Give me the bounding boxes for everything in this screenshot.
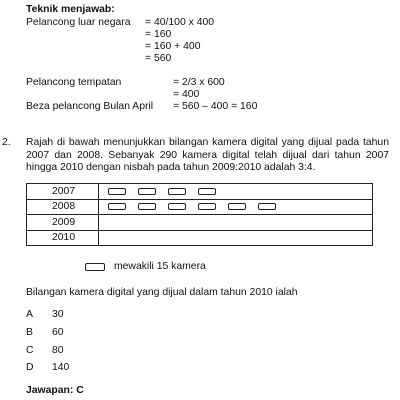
option-value: 60 bbox=[52, 327, 64, 338]
foreign-line-3: = 160 + 400 bbox=[145, 41, 201, 52]
foreign-line-2: = 160 bbox=[145, 29, 172, 40]
icons-cell bbox=[99, 199, 373, 215]
answer-text: Jawapan: C bbox=[26, 385, 84, 396]
camera-icon bbox=[228, 203, 246, 210]
year-cell: 2010 bbox=[27, 230, 99, 246]
camera-icon bbox=[138, 203, 156, 210]
foreign-line-4: = 560 bbox=[145, 53, 172, 64]
question-text: Rajah di bawah menunjukkan bilangan kamera digital yang dijual pada tahun 2007 dan 2008. Sebanyak 290 kamera digital telah dijual dari tahun 2007 hingga 2010 dengan nisbah pada tahun 2009:2010 adalah 3:4. bbox=[26, 137, 389, 174]
option-value: 140 bbox=[52, 362, 70, 373]
difference-line: = 560 – 400 = 160 bbox=[173, 101, 258, 112]
table-row bbox=[27, 215, 373, 231]
option-value: 80 bbox=[52, 345, 64, 356]
option-letter: A bbox=[26, 309, 33, 320]
camera-icon bbox=[108, 203, 126, 210]
camera-icons bbox=[99, 200, 372, 214]
camera-icon bbox=[198, 188, 216, 195]
camera-key-icon bbox=[85, 263, 105, 271]
foreign-line-1: = 40/100 x 400 bbox=[145, 17, 215, 28]
camera-icon bbox=[168, 188, 186, 195]
solution-heading: Teknik menjawab: bbox=[26, 4, 115, 15]
icons-cell bbox=[99, 184, 373, 200]
local-line-1: = 2/3 x 600 bbox=[173, 77, 225, 88]
year-cell: 2009 bbox=[27, 215, 99, 231]
camera-icon bbox=[108, 188, 126, 195]
icons-cell bbox=[99, 230, 373, 246]
camera-icon bbox=[168, 203, 186, 210]
option-letter: C bbox=[26, 345, 34, 356]
question-prompt: Bilangan kamera digital yang dijual dalam tahun 2010 ialah bbox=[26, 287, 298, 298]
foreign-tourist-label: Pelancong luar negara bbox=[26, 17, 131, 28]
table-row bbox=[27, 184, 373, 200]
camera-icon bbox=[258, 203, 276, 210]
table-row bbox=[27, 199, 373, 215]
table-row bbox=[27, 230, 373, 246]
local-tourist-label: Pelancong tempatan bbox=[26, 77, 122, 88]
pictogram-table bbox=[26, 183, 373, 246]
option-letter: B bbox=[26, 327, 33, 338]
camera-icon bbox=[198, 203, 216, 210]
key-text: mewakili 15 kamera bbox=[114, 261, 206, 272]
option-value: 30 bbox=[52, 309, 64, 320]
option-letter: D bbox=[26, 362, 34, 373]
question-number: 2. bbox=[2, 137, 11, 148]
difference-label: Beza pelancong Bulan April bbox=[26, 101, 154, 112]
icons-cell bbox=[99, 215, 373, 231]
year-cell: 2007 bbox=[27, 184, 99, 200]
camera-icon bbox=[138, 188, 156, 195]
local-line-2: = 400 bbox=[173, 89, 200, 100]
camera-icons bbox=[99, 184, 372, 198]
year-cell: 2008 bbox=[27, 199, 99, 215]
